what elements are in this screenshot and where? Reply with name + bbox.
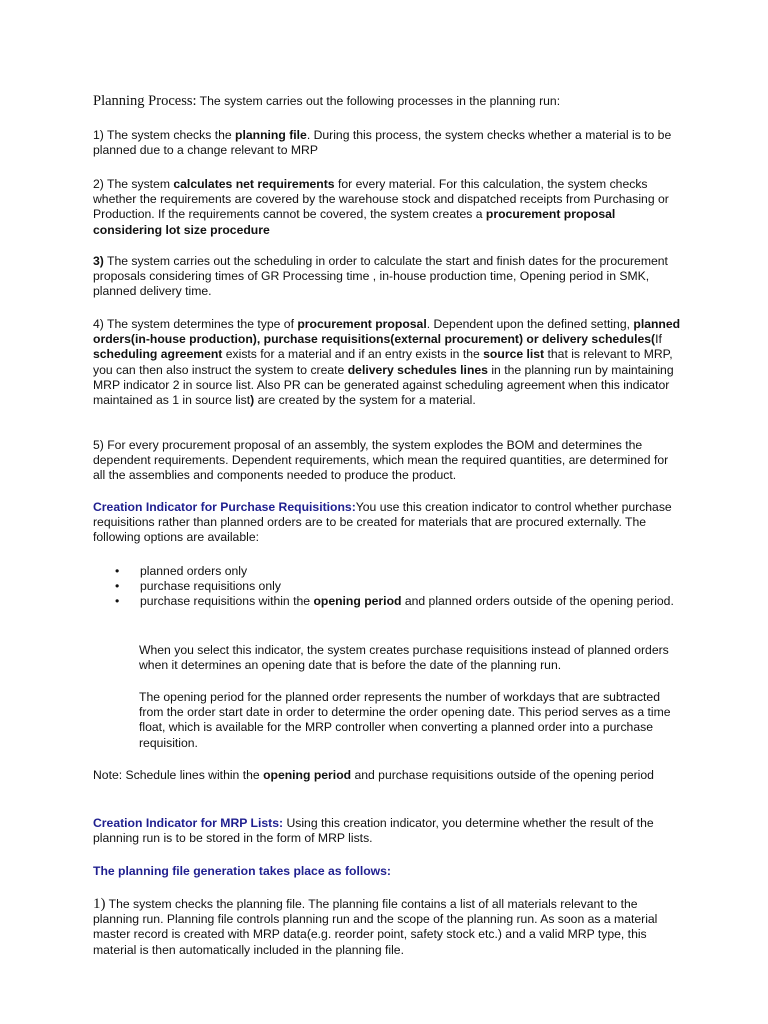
note-paragraph: Note: Schedule lines within the opening period and purchase requisitions outside of the opening period <box>93 768 654 782</box>
step-5-paragraph: 5) For every procurement proposal of an assembly, the system explodes the BOM and determines the dependent requirements. Dependent requirements, which mean the required quantities, are determined for all the assemblies and components needed to produce the product. <box>93 438 669 483</box>
creation-indicator-mrp-paragraph: Creation Indicator for MRP Lists: Using this creation indicator, you determine whether the result of the planning run is to be stored in the form of MRP lists. <box>93 816 654 846</box>
bullet-icon: • <box>115 579 120 594</box>
indicator-select-paragraph: When you select this indicator, the system creates purchase requisitions instead of planned orders when it determines an opening date that is before the date of the planning run. <box>139 643 669 673</box>
creation-indicator-pr-heading: Creation Indicator for Purchase Requisitions: <box>93 500 356 514</box>
bullet-icon: • <box>115 594 120 609</box>
list-item: • purchase requisitions only <box>115 579 281 594</box>
opening-period-paragraph: The opening period for the planned order represents the number of workdays that are subtracted from the order start date in order to determine the order opening date. This period serves as a time float, which is available for the MRP controller when converting a planned order into a purchase requisition. <box>139 690 671 750</box>
step-2-paragraph: 2) The system calculates net requirements for every material. For this calculation, the system checks whether the requirements are covered by the warehouse stock and dispatched receipts from Purchasing or Production. If the requirements cannot be covered, the system creates a procurement proposal considering lot size procedure <box>93 177 669 237</box>
planning-process-heading: Planning Process: <box>93 93 197 109</box>
planning-process-intro: Planning Process: The system carries out the following processes in the planning run: <box>93 93 561 109</box>
options-list <box>115 564 683 610</box>
creation-indicator-pr-paragraph: Creation Indicator for Purchase Requisitions:You use this creation indicator to control whether purchase requisitions rather than planned orders are to be created for materials that are procured externally. The following options are available: <box>93 500 672 545</box>
step-4-paragraph: 4) The system determines the type of procurement proposal. Dependent upon the defined setting, planned orders(in-house production), purchase requisitions(external procurement) or delivery schedules(If scheduling agreement exists for a material and if an entry exists in the source list that is relevant to MRP, you can then also instruct the system to create delivery schedules lines in the planning run by maintaining MRP indicator 2 in source list. Also PR can be generated against scheduling agreement when this indicator maintained as 1 in source list) are created by the system for a material. <box>93 317 681 408</box>
list-item: • purchase requisitions within the opening period and planned orders outside of the opening period. <box>115 594 674 609</box>
creation-indicator-mrp-heading: Creation Indicator for MRP Lists: <box>93 816 284 830</box>
generation-step-1-paragraph: 1) The system checks the planning file. The planning file contains a list of all materials relevant to the planning run. Planning file controls planning run and the scope of the planning run. As soon as a material master record is created with MRP data(e.g. reorder point, safety stock etc.) and a valid MRP type, this material is then automatically included in the planning file. <box>93 896 658 957</box>
step-1-paragraph: 1) The system checks the planning file. During this process, the system checks whether a material is to be planned due to a change relevant to MRP <box>93 128 672 158</box>
step-3-paragraph: 3) The system carries out the scheduling in order to calculate the start and finish dates for the procurement proposals considering times of GR Processing time , in-house production time, Opening period in SMK, planned delivery time. <box>93 254 668 299</box>
list-item: • planned orders only <box>115 564 248 578</box>
planning-file-generation-heading: The planning file generation takes place as follows: <box>93 864 391 878</box>
bullet-icon: • <box>115 564 120 578</box>
